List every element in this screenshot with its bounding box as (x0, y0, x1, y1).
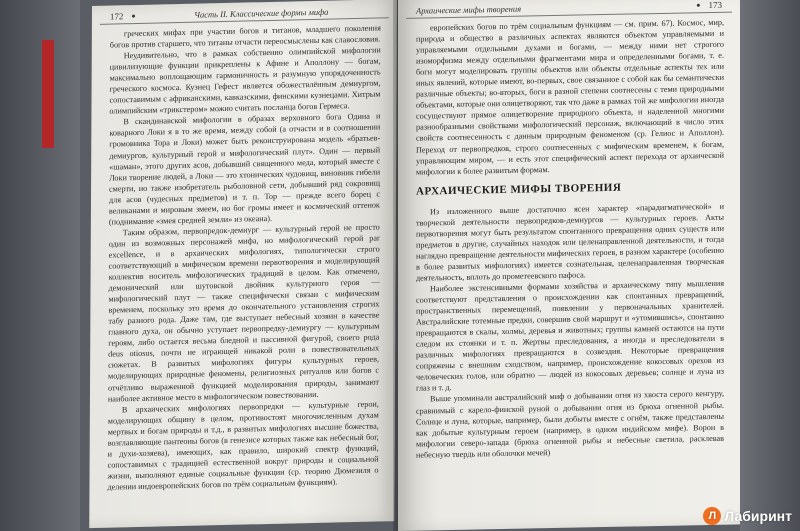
paragraph: Из изложенного выше достаточно ясен характер «парадигматической» и творческой деятельности первопредков-демиургов — культурных героев. Акты первотворения могут быть результатом спонтанного превращения одних существ или предметов в другие, случайных находок или целенаправленной деятельности, и тогда наглядно превращение деятельности мифических героев, в разном характере (особенно в более развитых мифологиях) имеется сознательная, целенаправленная творческая деятельность, вплоть до прометеевского пафоса. (416, 201, 724, 283)
paragraph: Выше упоминали австралийский миф о добывании огня из хвоста серого кенгуру, сравнимый с карело-финской руной о добывании огня из брюха огненной рыбы. Солнце и луна, которые, например, были добыты вместе с огнём, также представлены как добытые культурным героем (например, в одном индийском мифе). Ворон в мифологии северо-запада (брюха огненной рыбы и небесные светила, расклевав небесную твердь или оболочки мечей) (416, 389, 724, 460)
book-cover-right (740, 0, 800, 531)
left-body-text (89, 18, 396, 493)
left-page-number: 172 (109, 11, 124, 22)
right-body-text-bottom (398, 196, 740, 461)
labirint-logo-icon: Л (703, 507, 721, 525)
bullet-icon: ● (131, 12, 136, 21)
right-body-text-top (398, 12, 740, 177)
paragraph: Таким образом, первопредок-демиург — культурный герой не просто один из возможных персонажей мифа, но мифологический герой par excellence, и в архаических мифологиях, типологически строго соответствующий в мифическом времени первотворения и моделирующий коллектив носитель мифологических традиций в целом. Как отмечено, демонический или шутовской двойник культурного героя — мифологический плут — также специфически связан с мифическим временем, поскольку это время до окончательного установления строгих табу разного рода. Даже там, где выступает небесный хозяин в качестве главного духа, он обычно уступает первопредку-демиургу — культурным героям, либо остается весьма бледной и пассивной фигурой, своего рода deus otiosus, почти не играющей никакой роли в повествовательных сюжетах. В развитых мифологиях фигуры культурных героев, моделирующих природные феномены, религиозных ритуалов или богов с отчётливо выраженной функцией моделирования природы, занимают наиболее активное место в мифологическом повествовании. (107, 222, 380, 404)
right-page-number: 173 (708, 0, 722, 11)
left-page (89, 0, 397, 528)
paragraph: В скандинавской мифологии в образах верховного бога Одина и коварного Локи я в то же время, между собой (а отчасти и в соотношении громовника Тора и Локи) может быть реконструирована модель «братьев-демиургов, культурный герой и мифологический плут». Один — первый «шаман», этого других асов, добывший священного меда, который вместе с Локи творение людей, а Локи — это хтонических чудовищ, виновник гибели смерти, но также изобретатель рыболовной сети, добывший ряд сокровищ для асов (чудесных предметов) и т. п. Тор — прежде всего борец с великанами и мировым змеем, но бог громы имеет и космический оттенок (поднимание «змея средней земли» из океана). (108, 111, 381, 227)
left-running-title: Часть II. Классические формы мифа (194, 6, 329, 20)
paragraph: Наиболее экстенсивными формами хозяйства и архаическому типу мышления соответствуют представления о происхождении как спонтанных превращений, пространственных перемещений, появлении у первоначальных хранителей. Австралийские тотемные предки, совершив свой маршрут и «утомившись», спонтанно превращаются в скалы, холмы, деревья и животных; группы камней остаются на пути следом их стоянки и т. п. Жертвы преследования, а иногда и преследователи в различных мифологиях превращаются в созвездия. Некоторые превращения сопряжены с внешним сходством, например, происхождение кокосовых орехов из человеческих голов, или обратно — людей из кокосовых деревьев; солнце и луна из глаз и т. д. (416, 278, 724, 394)
book-cover-left (0, 0, 80, 531)
right-running-title: Архаические мифы творения (416, 3, 522, 16)
bookmark-ribbon (42, 40, 54, 148)
watermark-text: Лабиринт (724, 508, 792, 524)
watermark (703, 507, 792, 525)
paragraph: европейских богов по трём социальным функциям — см. прим. 67). Космос, мир, природа и общество в различных аспектах являются объектом управляемыми и управляемыми отдельными духами и богами, — между ними нет строгого изоморфизма между отдельными фрагментами мира и определенными богами, т. е. боги могут моделировать группы объектов или объекты отдельные аспекты тех или иных явлений, которые имеют, во-первых, свое связанное с собой как бы семантически различные объекты; во-вторых, боги в разной степени соотнесены с теми природными объектами, которые они олицетворяют, так что даже в рамках той же мифологии иногда сосуществуют прямое олицетворение природного объекта, и наделенной многими разнообразными свойствами мифологический персонаж, включающий в число этих свойств соотнесенность с данным природным феноменом (ср. Гелиос и Аполлон). Переход от первопредков, строго соотнесенных с мифическим временем, к богам, управляющим миром, — и есть этот специфический аспект перехода от архаической мифологии к более развитым формам. (416, 17, 724, 177)
bullet-icon: ● (696, 1, 701, 10)
paragraph: Неудивительно, что в рамках собственно олимпийской мифологии цивилизующие функции прикреплены к Афине и Аполлону — богам, максимально воплощающим гармоничность и разумную упорядоченность греческого космоса. Кузнец Гефест является обожествлённым демиургом, сопоставимым с африканскими, кавказскими, финскими кузнецами. Хитрым олимпийским «трикстером» можно считать посланца богов Гермеса. (109, 45, 381, 116)
right-page (398, 0, 740, 531)
section-heading: АРХАИЧЕСКИЕ МИФЫ ТВОРЕНИЯ (416, 181, 622, 198)
paragraph: греческих мифах при участии богов и титанов, младшего поколения богов против старшего, что титаны отчасти переосмыслены как славословия. (109, 23, 381, 50)
paragraph: В архаических мифологиях первопредки — культурные герои, моделирующих общину в целом, противостоят многочисленным духам мертвых и богам природы и т.д., в развитых мифологиях высшие божества, возглавляющие пантеоны богов (в генезисе которых также как небесный бог, и духи-хозяева), имеющих, как правило, широкий спектр функций, сопоставимых с традицией естественной вокруг природы и социальной жизни, выполняют единые социальные функции (ср. теорию Дюмезиля о делении индоевропейских богов по трём социальным функциям). (107, 399, 379, 492)
